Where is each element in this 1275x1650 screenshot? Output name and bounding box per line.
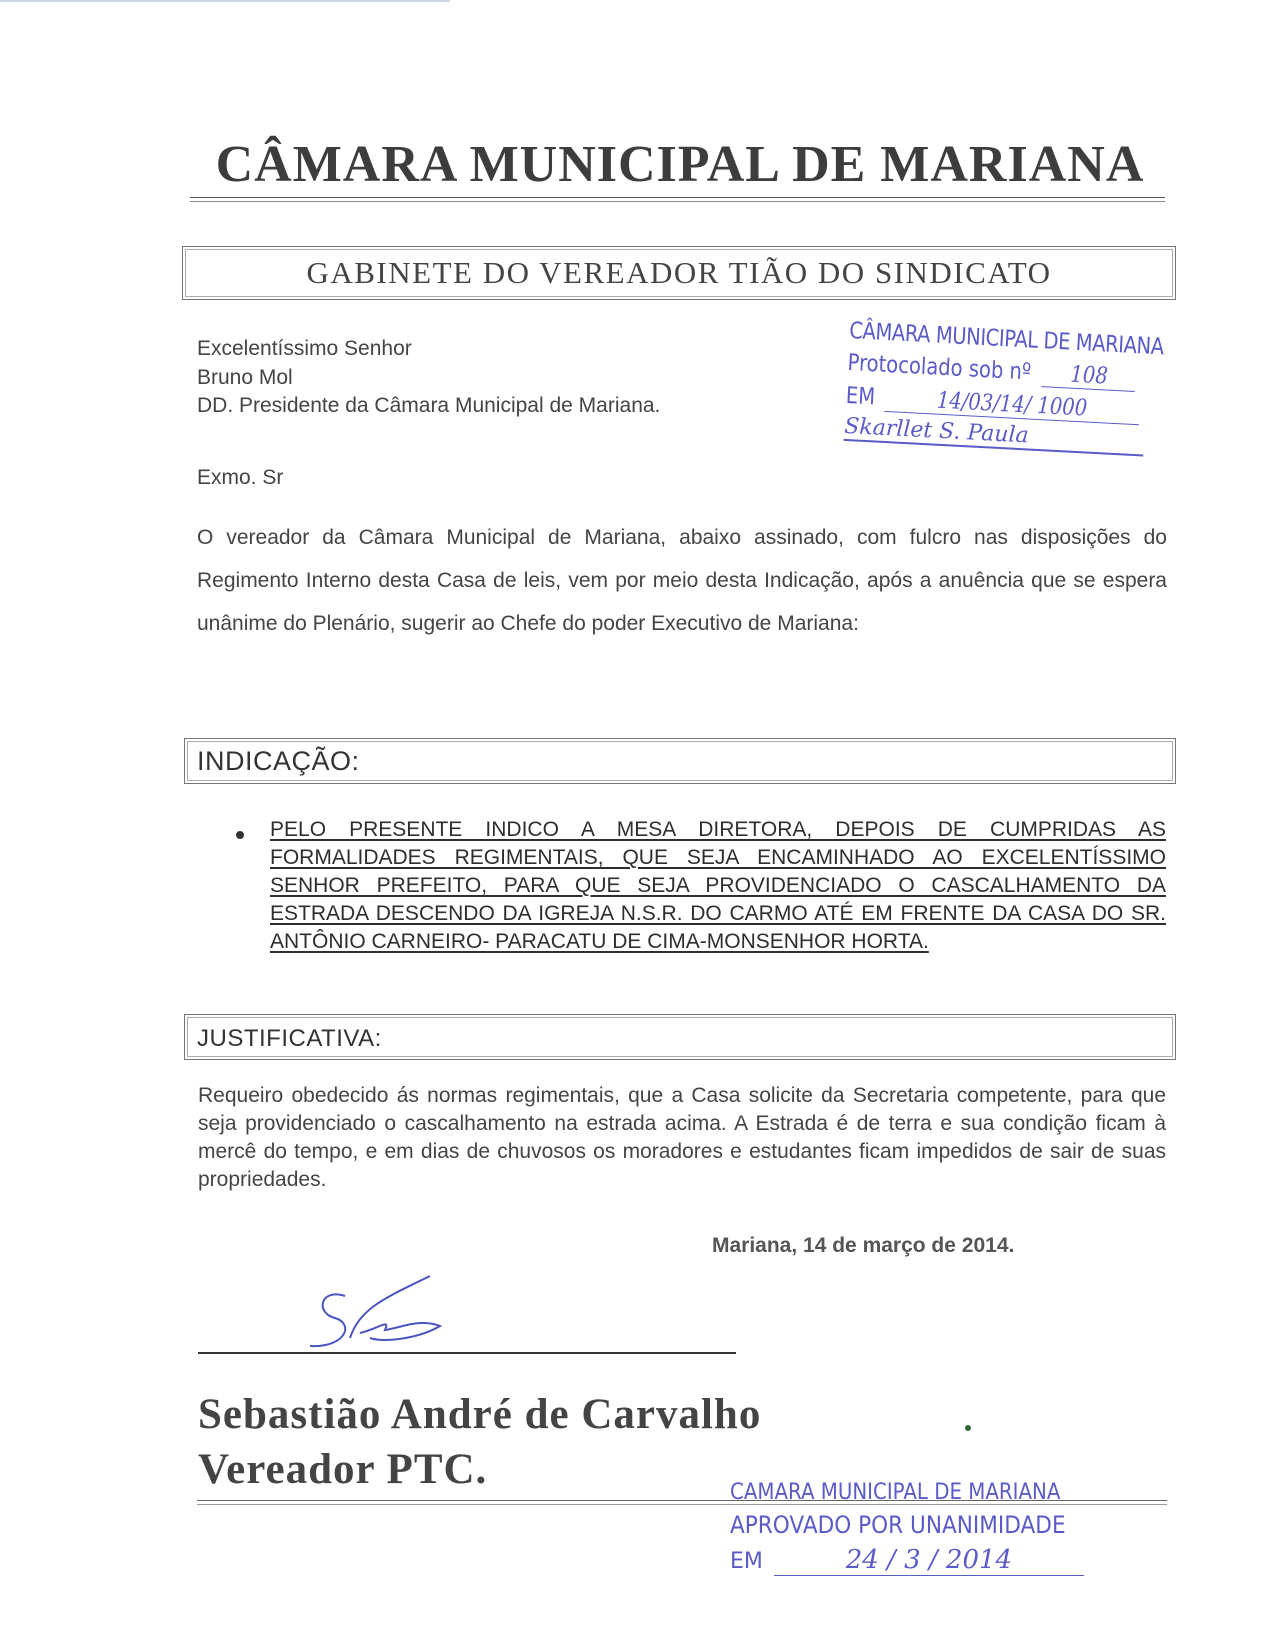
title-rule (190, 197, 1165, 202)
ink-dot (965, 1425, 971, 1431)
handwritten-signature (290, 1268, 470, 1358)
office-name: GABINETE DO VEREADOR TIÃO DO SINDICATO (306, 255, 1052, 290)
indicacao-label: INDICAÇÃO: (197, 746, 360, 776)
justificativa-header-box (184, 1014, 1176, 1060)
greeting: Exmo. Sr (197, 466, 284, 489)
justificativa-label: JUSTIFICATIVA: (197, 1025, 382, 1052)
indicacao-header-box (184, 738, 1176, 784)
justificativa-text: Requeiro obedecido ás normas regimentais, que a Casa solicite da Secretaria competente, para que seja providenciado o cascalhamento na estrada acima. A Estrada é de terra e sua condição ficam à mercê do tempo, e em dias de chuvosos os moradores e estudantes ficam impedidos de sair de suas propriedades. (198, 1084, 1166, 1191)
protocol-stamp-label: Protocolado sob nº (846, 349, 1032, 386)
protocol-date: 14/03/14/ 1000 (884, 385, 1140, 425)
protocol-signature: Skarllet S. Paula (844, 414, 1145, 457)
intro-paragraph (197, 516, 1167, 645)
office-header-box (182, 246, 1176, 300)
approval-date: 24 / 3 / 2014 (774, 1545, 1084, 1576)
document-title: CÂMARA MUNICIPAL DE MARIANA (215, 136, 1145, 193)
intro-text: O vereador da Câmara Municipal de Mariana, abaixo assinado, com fulcro nas disposições do Regimento Interno desta Casa de leis, vem por meio desta Indicação, após a anuência que se espera unânime do Plenário, sugerir ao Chefe do poder Executivo de Mariana: (197, 526, 1167, 635)
protocol-stamp (844, 318, 1220, 460)
signature-line (198, 1352, 736, 1354)
bullet-icon (236, 831, 244, 839)
signer-name: Sebastião André de Carvalho (198, 1391, 762, 1438)
approval-stamp-status: APROVADO POR UNANIMIDADE (730, 1511, 1066, 1539)
signer-role: Vereador PTC. (198, 1446, 488, 1493)
document-date: Mariana, 14 de março de 2014. (712, 1234, 1015, 1257)
address-line-1: Excelentíssimo Senhor (197, 337, 412, 360)
indicacao-text: PELO PRESENTE INDICO A MESA DIRETORA, DEPOIS DE CUMPRIDAS AS FORMALIDADES REGIMENTAIS, QUE SEJA ENCAMINHADO AO EXCELENTÍSSIMO SENHOR PREFEITO, PARA QUE SEJA PROVIDENCIADO O CASCALHAMENTO DA ESTRADA DESCENDO DA IGREJA N.S.R. DO CARMO ATÉ EM FRENTE DA CASA DO SR. ANTÔNIO CARNEIRO- PARACATU DE CIMA-MONSENHOR HORTA. (270, 818, 1166, 953)
approval-stamp-title: CAMARA MUNICIPAL DE MARIANA (730, 1480, 1061, 1505)
approval-em-label: EM (730, 1549, 763, 1574)
scan-edge-line (0, 0, 450, 2)
protocol-number: 108 (1042, 360, 1137, 392)
address-line-3: DD. Presidente da Câmara Municipal de Mariana. (197, 394, 661, 417)
address-line-2: Bruno Mol (197, 366, 293, 389)
protocol-em-label: EM (845, 382, 876, 411)
protocol-stamp-title: CÂMARA MUNICIPAL DE MARIANA (848, 318, 1165, 361)
approval-stamp (730, 1480, 1103, 1576)
